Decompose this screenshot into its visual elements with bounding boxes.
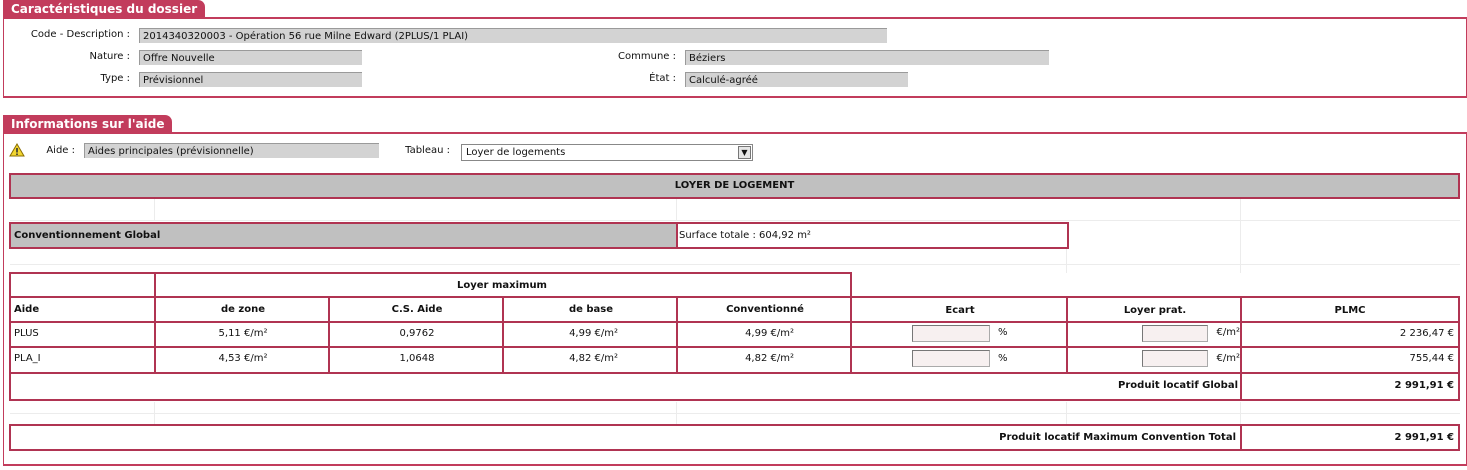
aide-field: Aides principales (prévisionnelle) [84,143,379,158]
ecart-input[interactable] [912,325,990,342]
loyer-unit: €/m² [1216,353,1240,364]
col-header-plmc: PLMC [1240,296,1460,323]
grid-line [676,402,677,424]
warning-icon [9,143,25,157]
table-row-aide: PLA_I [9,346,156,374]
conventionnement-cell: Conventionnement Global [9,222,678,249]
table-row-loyer-cell [1066,321,1242,348]
header-empty-cell [9,272,156,298]
code-label: Code - Description : [30,29,130,40]
commune-field: Béziers [685,50,1049,65]
grid-line [676,198,677,220]
col-header-ecart: Ecart [850,296,1068,323]
produit-max-label: Produit locatif Maximum Convention Total [9,424,1242,451]
col-header-base: de base [502,296,678,323]
col-header-zone: de zone [154,296,330,323]
grid-line [10,264,1460,265]
tableau-select-value: Loyer de logements [466,147,566,158]
table-row-conv: 4,82 €/m² [676,346,852,374]
chevron-down-icon[interactable]: ▼ [738,146,751,159]
table-row-conv: 4,99 €/m² [676,321,852,348]
grid-line [1066,248,1067,273]
nature-label: Nature : [89,51,130,62]
table-row-cs: 0,9762 [328,321,504,348]
header-loyer-maximum: Loyer maximum [154,272,852,298]
produit-max-value: 2 991,91 € [1240,424,1460,451]
grid-line [1066,402,1067,424]
table-row-ecart-cell [850,321,1068,348]
produit-global-value: 2 991,91 € [1240,372,1460,401]
etat-field: Calculé-agréé [685,72,908,87]
col-header-aide: Aide [9,296,156,323]
code-field: 2014340320003 - Opération 56 rue Milne Edward (2PLUS/1 PLAI) [139,28,887,43]
ecart-unit: % [998,353,1008,364]
commune-label: Commune : [618,51,676,62]
tableau-select[interactable] [461,144,753,161]
ecart-unit: % [998,327,1008,338]
table-row-aide: PLUS [9,321,156,348]
table-row-ecart-cell [850,346,1068,374]
col-header-conv: Conventionné [676,296,852,323]
surface-cell: Surface totale : 604,92 m² [676,222,1069,249]
table-row-plmc: 2 236,47 € [1240,321,1460,348]
loyer-prat-input[interactable] [1142,325,1208,342]
table-row-loyer-cell [1066,346,1242,374]
loyer-unit: €/m² [1216,327,1240,338]
grid-line [1240,198,1241,273]
table-title: LOYER DE LOGEMENT [9,173,1460,199]
col-header-cs: C.S. Aide [328,296,504,323]
grid-line [154,198,155,220]
loyer-prat-input[interactable] [1142,350,1208,367]
table-row-base: 4,99 €/m² [502,321,678,348]
table-row-zone: 4,53 €/m² [154,346,330,374]
table-row-zone: 5,11 €/m² [154,321,330,348]
section-tab-aide: Informations sur l'aide [3,115,172,133]
ecart-input[interactable] [912,350,990,367]
produit-global-label: Produit locatif Global [9,372,1242,401]
tableau-label: Tableau : [405,145,450,156]
grid-line [10,220,1460,221]
grid-line [10,413,1460,414]
section-tab-dossier: Caractéristiques du dossier [3,0,205,18]
type-label: Type : [100,73,130,84]
aide-label: Aide : [46,145,75,156]
table-row-base: 4,82 €/m² [502,346,678,374]
etat-label: État : [649,73,676,84]
table-row-plmc: 755,44 € [1240,346,1460,374]
grid-line [1240,402,1241,424]
grid-line [154,402,155,424]
type-field: Prévisionnel [139,72,362,87]
nature-field: Offre Nouvelle [139,50,362,65]
table-row-cs: 1,0648 [328,346,504,374]
col-header-loyer: Loyer prat. [1066,296,1242,323]
